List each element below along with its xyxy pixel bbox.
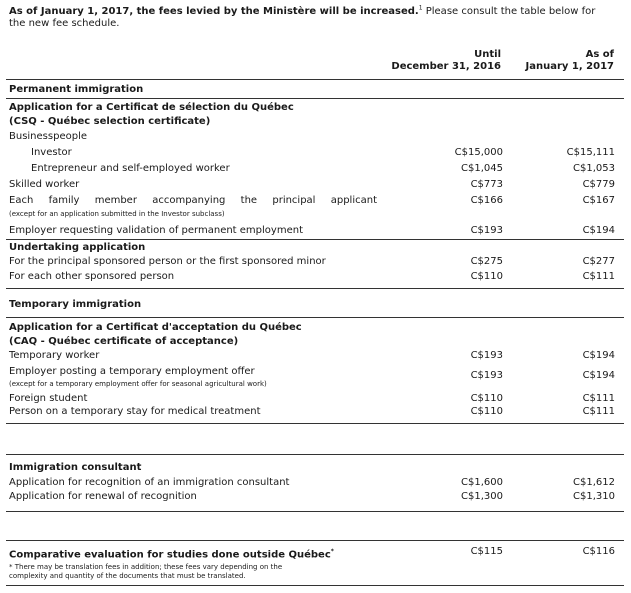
fee-until-2016: C$1,600: [461, 477, 503, 488]
col2-line2: January 1, 2017: [525, 61, 614, 72]
caq-title-1: Application for a Certificat d'acceptation du Québec: [9, 322, 302, 333]
table-row: [9, 195, 621, 209]
table-row: [9, 163, 621, 177]
col1-line2: December 31, 2016: [391, 61, 501, 72]
row-label: Skilled worker: [9, 179, 80, 190]
fee-until-2016: C$15,000: [454, 147, 503, 158]
fee-as-of-2017: C$111: [582, 406, 615, 417]
section-title-temporary: Temporary immigration: [9, 299, 142, 310]
row-label: Investor: [31, 147, 72, 158]
fee-until-2016: C$275: [470, 256, 503, 267]
label-word: the: [240, 195, 258, 206]
fee-until-2016: C$1,300: [461, 491, 503, 502]
intro-text: [9, 6, 609, 30]
table-row: [9, 131, 621, 145]
row-label: Businesspeople: [9, 131, 87, 142]
row-label: Person on a temporary stay for medical treatment: [9, 406, 261, 417]
fee-as-of-2017: C$194: [582, 225, 615, 236]
fee-as-of-2017: C$194: [582, 350, 615, 361]
fee-until-2016: C$110: [470, 271, 503, 282]
row-label: Temporary worker: [9, 350, 100, 361]
fee-until-2016: C$110: [470, 393, 503, 404]
label-word: accompanying: [152, 195, 226, 206]
intro-rest: Please consult the table below for the new fee schedule.: [9, 6, 596, 29]
row-label: Entrepreneur and self-employed worker: [31, 163, 230, 174]
row-label: Employer requesting validation of permanent employment: [9, 225, 303, 236]
label-word: member: [94, 195, 137, 206]
row-label: Application for renewal of recognition: [9, 491, 197, 502]
table-row: [9, 147, 621, 161]
row-label: Employer posting a temporary employment offer: [9, 366, 255, 377]
fee-as-of-2017: C$194: [582, 370, 615, 381]
row-label: Foreign student: [9, 393, 88, 404]
divider: [6, 79, 624, 80]
table-row: [9, 546, 621, 560]
fee-as-of-2017: C$277: [582, 256, 615, 267]
col1-line1: Until: [474, 49, 501, 60]
divider: [6, 511, 624, 512]
fee-as-of-2017: C$167: [582, 195, 615, 206]
divider: [6, 317, 624, 318]
comparative-label: Comparative evaluation for studies done outside Québec: [9, 549, 331, 561]
fee-as-of-2017: C$1,310: [573, 491, 615, 502]
divider: [6, 239, 624, 240]
label-word: Each: [9, 195, 34, 206]
intro-footnote-mark: 1: [418, 4, 423, 12]
fee-as-of-2017: C$1,612: [573, 477, 615, 488]
fee-as-of-2017: C$15,111: [566, 147, 615, 158]
row-label: [9, 546, 334, 561]
footnote: (except for a temporary employment offer for seasonal agricultural work): [9, 380, 267, 388]
label-word: family: [48, 195, 80, 206]
section-title-permanent: Permanent immigration: [9, 84, 144, 95]
row-label: Application for recognition of an immigration consultant: [9, 477, 290, 488]
row-label: For the principal sponsored person or the first sponsored minor: [9, 256, 326, 267]
fee-until-2016: C$193: [470, 225, 503, 236]
fee-as-of-2017: C$116: [582, 546, 615, 557]
fee-until-2016: C$1,045: [461, 163, 503, 174]
fee-until-2016: C$193: [470, 370, 503, 381]
fee-as-of-2017: C$1,053: [573, 163, 615, 174]
table-row: [9, 491, 621, 505]
comparative-footnote-mark: *: [330, 548, 334, 555]
divider: [6, 98, 624, 99]
row-label-family: [9, 195, 377, 207]
table-row: [9, 393, 621, 407]
section-title-consultant: Immigration consultant: [9, 462, 142, 473]
fee-until-2016: C$193: [470, 350, 503, 361]
column-header-as-of: [511, 49, 614, 73]
table-row: [9, 366, 621, 380]
divider: [6, 585, 624, 586]
column-header-until: [386, 49, 501, 73]
table-row: [9, 271, 621, 285]
csq-title-2: (CSQ - Québec selection certificate): [9, 116, 211, 127]
table-row: [9, 256, 621, 270]
fee-until-2016: C$773: [470, 179, 503, 190]
table-row: [9, 350, 621, 364]
fee-as-of-2017: C$111: [582, 393, 615, 404]
divider: [6, 540, 624, 541]
fee-as-of-2017: C$111: [582, 271, 615, 282]
table-row: [9, 225, 621, 239]
undertaking-title: Undertaking application: [9, 242, 146, 253]
caq-title-2: (CAQ - Québec certificate of acceptance): [9, 336, 239, 347]
csq-title-1: Application for a Certificat de sélection du Québec: [9, 102, 294, 113]
fee-until-2016: C$110: [470, 406, 503, 417]
col2-line1: As of: [585, 49, 614, 60]
label-word: principal: [272, 195, 316, 206]
intro-bold: As of January 1, 2017, the fees levied by the Ministère will be increased.: [9, 6, 419, 17]
footnote: (except for an application submitted in the Investor subclass): [9, 210, 225, 218]
row-label: For each other sponsored person: [9, 271, 175, 282]
footnote: complexity and quantity of the documents that must be translated.: [9, 572, 246, 580]
divider: [6, 454, 624, 455]
table-row: [9, 179, 621, 193]
divider: [6, 423, 624, 424]
table-row: [9, 477, 621, 491]
label-word: applicant: [330, 195, 377, 206]
footnote: * There may be translation fees in addition; these fees vary depending on the: [9, 563, 283, 571]
fee-as-of-2017: C$779: [582, 179, 615, 190]
table-row: [9, 406, 621, 420]
divider: [6, 288, 624, 289]
fee-until-2016: C$115: [470, 546, 503, 557]
fee-until-2016: C$166: [470, 195, 503, 206]
